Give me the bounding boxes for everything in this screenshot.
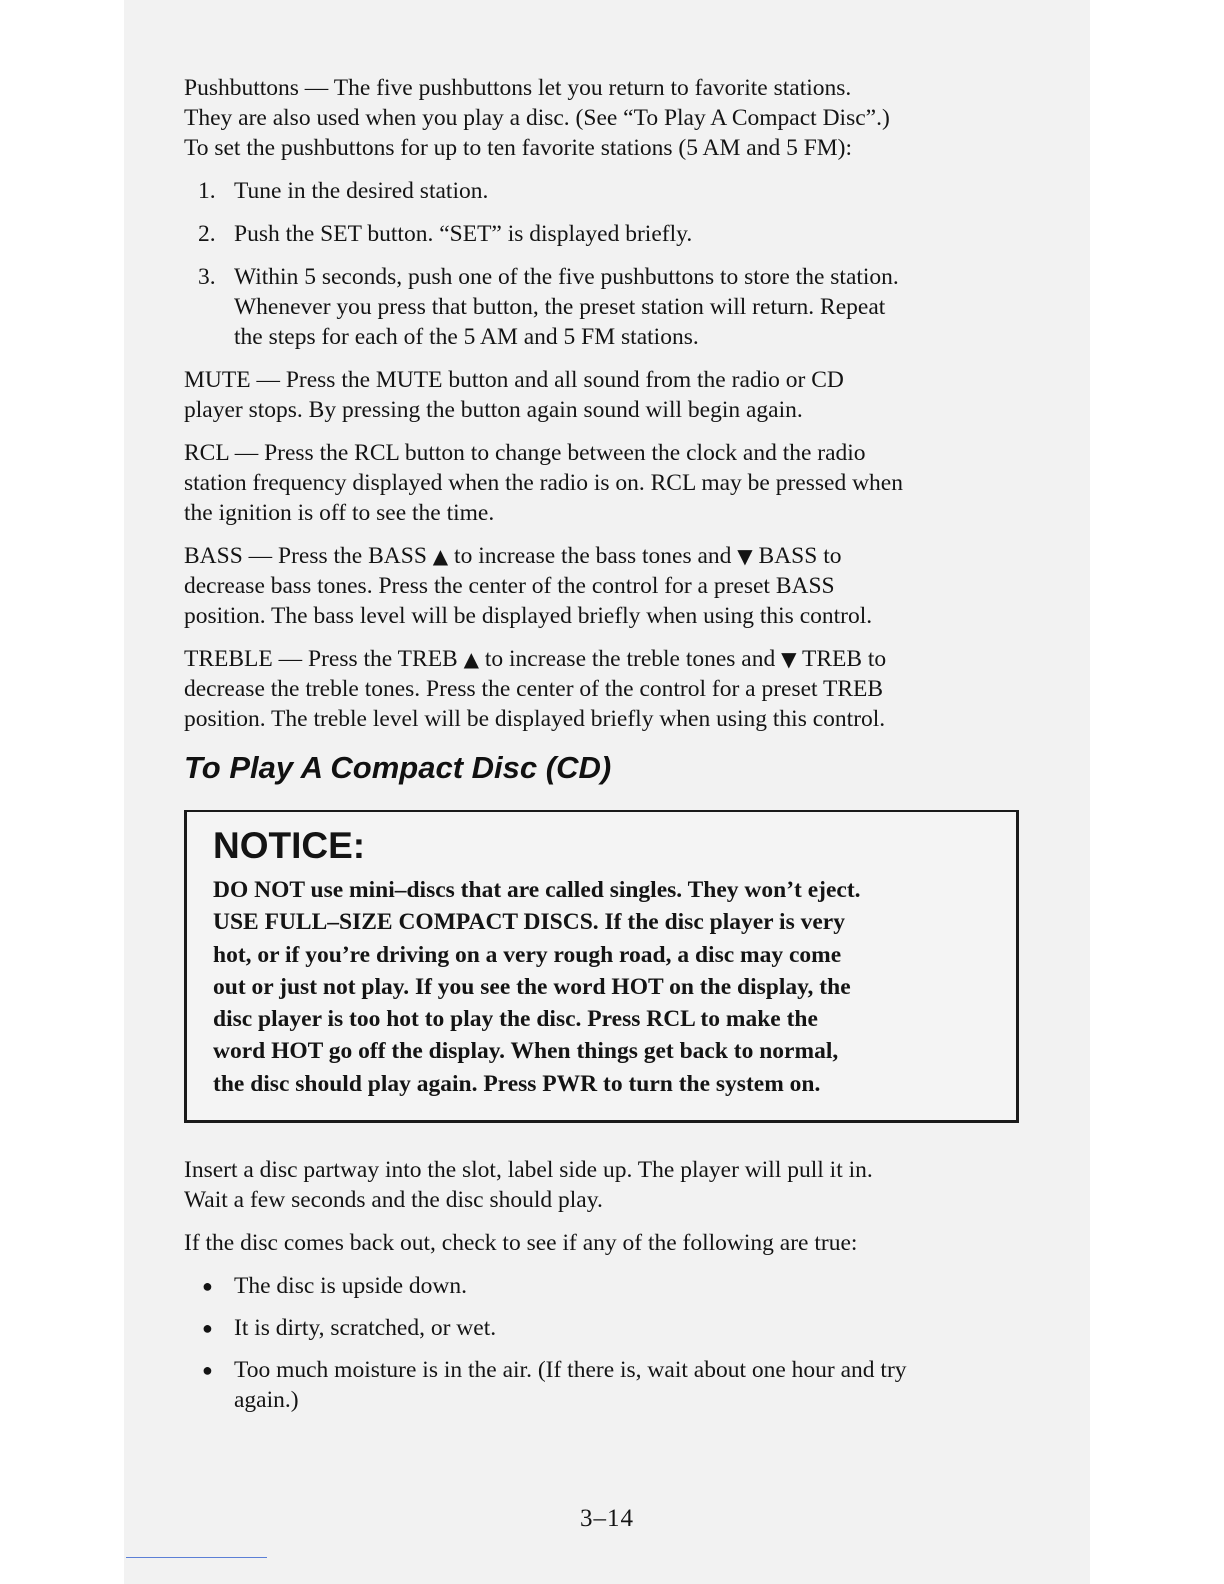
insert-paragraph xyxy=(184,1155,1019,1215)
step-text xyxy=(234,262,1019,352)
text-line: Push the SET button. “SET” is displayed briefly. xyxy=(234,221,693,247)
pushbuttons-paragraph xyxy=(184,73,1019,163)
step-item xyxy=(184,176,1019,206)
text-line: position. The bass level will be displayed briefly when using this control. xyxy=(184,603,873,629)
step-number: 1. xyxy=(198,178,216,204)
page-content xyxy=(184,73,1019,1427)
text-line: decrease the treble tones. Press the center of the control for a preset TREB xyxy=(184,676,884,702)
text-line: TREB to xyxy=(801,646,887,672)
preset-steps-list xyxy=(184,176,1019,352)
step-number: 3. xyxy=(198,264,216,290)
page-number: 3–14 xyxy=(580,1505,634,1532)
list-item xyxy=(184,1313,1019,1343)
step-text xyxy=(234,176,1019,206)
list-item-text xyxy=(234,1355,1019,1415)
text-line: To set the pushbuttons for up to ten favorite stations (5 AM and 5 FM): xyxy=(184,135,853,161)
text-line: station frequency displayed when the radio is on. RCL may be pressed when xyxy=(184,470,903,496)
text-line: Tune in the desired station. xyxy=(234,178,489,204)
bass-paragraph xyxy=(184,541,1019,631)
text-line: hot, or if you’re driving on a very rough road, a disc may come xyxy=(213,941,842,968)
notice-title: NOTICE: xyxy=(213,825,366,866)
text-line: RCL — Press the RCL button to change between the clock and the radio xyxy=(184,440,866,466)
text-line: Wait a few seconds and the disc should play. xyxy=(184,1187,603,1214)
text-line: the ignition is off to see the time. xyxy=(184,500,495,526)
text-line: player stops. By pressing the button again sound will begin again. xyxy=(184,397,803,423)
text-line: Too much moisture is in the air. (If there is, wait about one hour and try xyxy=(234,1357,907,1384)
treble-paragraph xyxy=(184,644,1019,734)
step-number: 2. xyxy=(198,221,216,247)
text-line: It is dirty, scratched, or wet. xyxy=(234,1315,497,1342)
down-triangle-icon: ▼ xyxy=(737,544,753,568)
text-line: out or just not play. If you see the word HOT on the display, the xyxy=(213,973,851,1000)
section-heading: To Play A Compact Disc (CD) xyxy=(184,750,612,785)
bullet-icon: ● xyxy=(202,1276,213,1297)
text-line: TREBLE — Press the TREB xyxy=(184,646,458,672)
list-item xyxy=(184,1355,1019,1415)
text-line: The disc is upside down. xyxy=(234,1273,468,1300)
checks-list xyxy=(184,1271,1019,1415)
text-line: position. The treble level will be displayed briefly when using this control. xyxy=(184,706,886,732)
notice-box xyxy=(184,810,1019,1123)
manual-page xyxy=(124,0,1090,1584)
text-line: to increase the treble tones and xyxy=(484,646,776,672)
text-line: the disc should play again. Press PWR to turn the system on. xyxy=(213,1070,821,1097)
bullet-icon: ● xyxy=(202,1360,213,1381)
up-triangle-icon: ▲ xyxy=(463,647,479,671)
text-line: MUTE — Press the MUTE button and all sound from the radio or CD xyxy=(184,367,844,393)
text-line: Whenever you press that button, the preset station will return. Repeat xyxy=(234,294,886,320)
step-item xyxy=(184,262,1019,352)
link-underline xyxy=(126,1557,267,1558)
text-line: word HOT go off the display. When things get back to normal, xyxy=(213,1038,839,1065)
text-line: decrease bass tones. Press the center of the control for a preset BASS xyxy=(184,573,835,599)
up-triangle-icon: ▲ xyxy=(432,544,449,568)
text-line: Pushbuttons — The five pushbuttons let you return to favorite stations. xyxy=(184,75,852,101)
notice-body xyxy=(213,874,992,1100)
check-intro: If the disc comes back out, check to see if any of the following are true: xyxy=(184,1230,858,1257)
text-line: USE FULL–SIZE COMPACT DISCS. If the disc player is very xyxy=(213,909,845,936)
text-line: DO NOT use mini–discs that are called singles. They won’t eject. xyxy=(213,877,861,903)
text-line: BASS — Press the BASS xyxy=(184,543,427,569)
text-line: the steps for each of the 5 AM and 5 FM stations. xyxy=(234,324,699,350)
text-line: Insert a disc partway into the slot, label side up. The player will pull it in. xyxy=(184,1157,873,1184)
step-item xyxy=(184,219,1019,249)
text-line: They are also used when you play a disc. (See “To Play A Compact Disc”.) xyxy=(184,105,890,131)
mute-paragraph xyxy=(184,365,1019,425)
list-item xyxy=(184,1271,1019,1301)
text-line: BASS to xyxy=(758,543,842,569)
list-item-text xyxy=(234,1271,1019,1301)
text-line: disc player is too hot to play the disc. Press RCL to make the xyxy=(213,1006,818,1033)
text-line: Within 5 seconds, push one of the five pushbuttons to store the station. xyxy=(234,264,899,290)
text-line: again.) xyxy=(234,1387,299,1414)
bullet-icon: ● xyxy=(202,1318,213,1339)
down-triangle-icon: ▼ xyxy=(781,647,797,671)
rcl-paragraph xyxy=(184,438,1019,528)
list-item-text xyxy=(234,1313,1019,1343)
step-text xyxy=(234,219,1019,249)
text-line: to increase the bass tones and xyxy=(454,543,732,569)
